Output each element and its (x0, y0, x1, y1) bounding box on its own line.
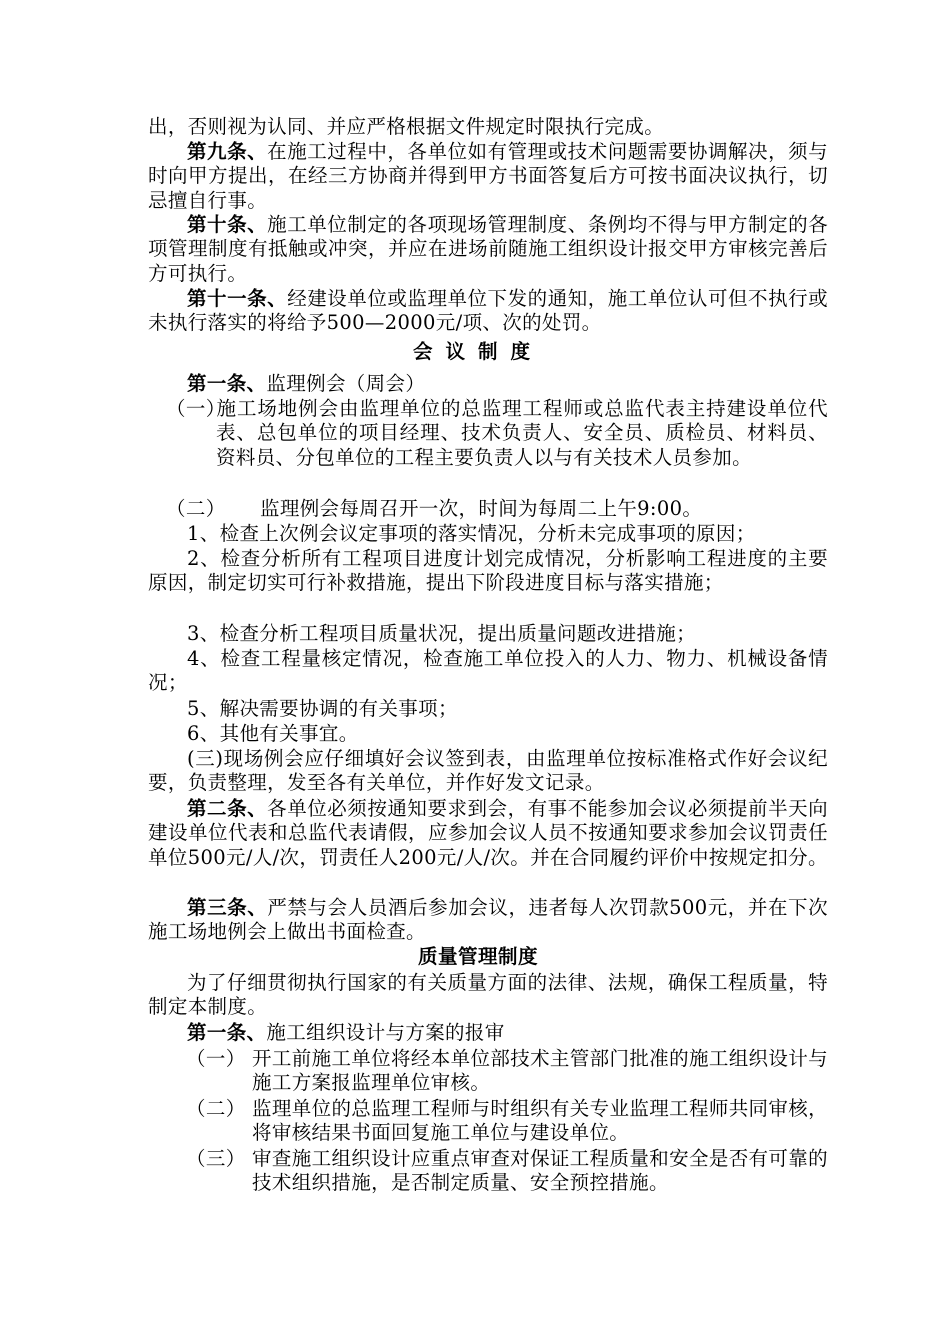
quality-item-1 (186, 1047, 828, 1096)
meeting-point-6: 6、其他有关事宜。 (187, 722, 359, 745)
article-label: 第二条、 (187, 797, 268, 820)
meeting-item-1 (166, 397, 828, 470)
meeting-item-2 (166, 497, 828, 521)
meeting-item-3: (三)现场例会应仔细填好会议签到表，由监理单位按标准格式作好会议纪要，负责整理，发至各有关单位，并作好发文记录。 (148, 747, 828, 795)
article-label: 第一条、 (187, 1021, 267, 1044)
article-label: 第十一条、 (187, 287, 288, 310)
article-text: 在施工过程中，各单位如有管理或技术问题需要协调解决，须与时向甲方提出，在经三方协商并得到甲方书面答复后方可按书面决议执行，切忌擅自行事。 (148, 140, 828, 212)
item-marker: （一） (166, 397, 226, 420)
meeting-article-1 (148, 372, 828, 396)
meeting-article-3 (148, 896, 828, 945)
meeting-point-2: 2、检查分析所有工程项目进度计划完成情况，分析影响工程进度的主要原因，制定切实可行补救措施，提出下阶段进度目标与落实措施； (148, 547, 828, 595)
section-title-quality: 质量管理制度 (417, 945, 538, 968)
item-marker: （二） (166, 497, 226, 520)
item-marker: （一） (186, 1047, 246, 1070)
article-10 (148, 213, 828, 286)
article-text: 经建设单位或监理单位下发的通知，施工单位认可但不执行或未执行落实的将给予500—2000元/项、次的处罚。 (148, 287, 828, 335)
meeting-point-4: 4、检查工程量核定情况，检查施工单位投入的人力、物力、机械设备情况； (148, 647, 828, 695)
article-11 (148, 287, 828, 336)
item-marker: （三） (186, 1147, 246, 1170)
section-title-meeting: 会议制度 (412, 340, 543, 363)
item-text: 施工场地例会由监理单位的总监理工程师或总监代表主持建设单位代表、总包单位的项目经理、技术负责人、安全员、质检员、材料员、资料员、分包单位的工程主要负责人以与有关技术人员参加。 (216, 397, 828, 469)
item-text: 监理例会每周召开一次，时间为每周二上午9:00。 (260, 497, 703, 520)
item-marker: （二） (186, 1097, 246, 1120)
article-text: 各单位必须按通知要求到会，有事不能参加会议必须提前半天向建设单位代表和总监代表请假，应参加会议人员不按通知要求参加会议罚责任单位500元/人/次，罚责任人200元/人/次。并在合同履约评价中按规定扣分。 (148, 797, 828, 869)
article-9 (148, 140, 828, 213)
article-label: 第九条、 (187, 140, 268, 163)
article-text: 监理例会（周会） (266, 372, 426, 395)
article-label: 第十条、 (187, 213, 268, 236)
paragraph-continuation: 出，否则视为认同、并应严格根据文件规定时限执行完成。 (148, 115, 665, 138)
meeting-article-2 (148, 797, 828, 870)
quality-article-1 (148, 1021, 828, 1045)
quality-item-3 (186, 1147, 828, 1196)
meeting-point-3: 3、检查分析工程项目质量状况，提出质量问题改进措施； (187, 622, 697, 645)
quality-item-2 (186, 1097, 828, 1146)
article-text: 施工单位制定的各项现场管理制度、条例均不得与甲方制定的各项管理制度有抵触或冲突，并应在进场前随施工组织设计报交甲方审核完善后方可执行。 (148, 213, 828, 285)
article-text: 严禁与会人员酒后参加会议，违者每人次罚款500元，并在下次施工场地例会上做出书面检查。 (148, 896, 829, 944)
article-label: 第三条、 (187, 896, 268, 919)
meeting-point-5: 5、解决需要协调的有关事项； (187, 697, 458, 720)
quality-intro: 为了仔细贯彻执行国家的有关质量方面的法律、法规，确保工程质量，特制定本制度。 (148, 971, 828, 1019)
item-text: 监理单位的总监理工程师与时组织有关专业监理工程师共同审核，将审核结果书面回复施工单位与建设单位。 (252, 1097, 828, 1145)
article-text: 施工组织设计与方案的报审 (266, 1021, 505, 1044)
item-text: 审查施工组织设计应重点审查对保证工程质量和安全是否有可靠的技术组织措施，是否制定质量、安全预控措施。 (252, 1147, 828, 1195)
item-text: 开工前施工单位将经本单位部技术主管部门批准的施工组织设计与施工方案报监理单位审核。 (252, 1047, 828, 1095)
meeting-point-1: 1、检查上次例会议定事项的落实情况，分析未完成事项的原因； (187, 522, 756, 545)
article-label: 第一条、 (187, 372, 267, 395)
